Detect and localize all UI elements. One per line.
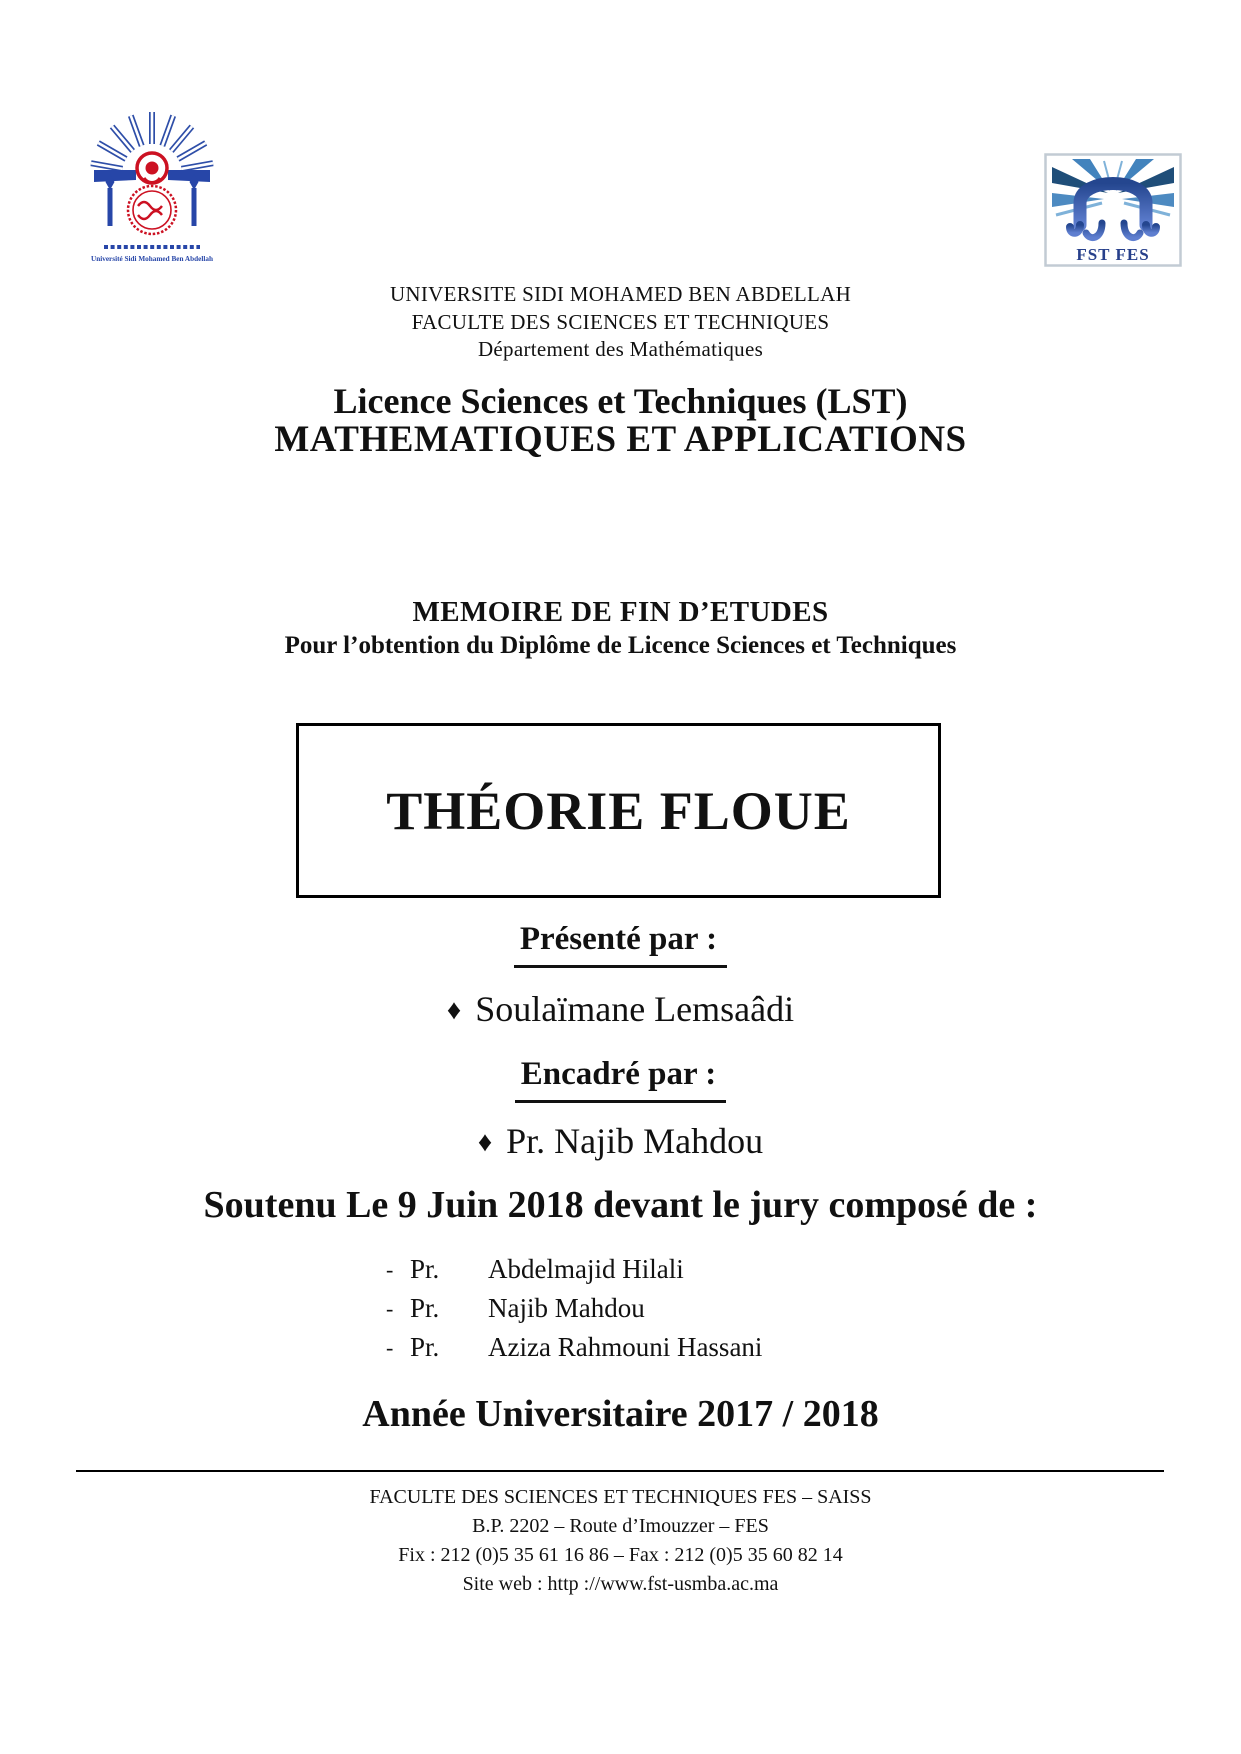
department-name: Département des Mathématiques — [477, 337, 764, 361]
jury-row — [386, 1250, 762, 1289]
footer-website-line: Site web : http ://www.fst-usmba.ac.ma — [462, 1573, 779, 1595]
jury-list — [386, 1250, 762, 1367]
fst-fes-logo-graphic — [1044, 153, 1182, 267]
jury-row — [386, 1328, 762, 1367]
program-title: Licence Sciences et Techniques (LST) — [333, 381, 908, 421]
footer-address-line: B.P. 2202 – Route d’Imouzzer – FES — [472, 1515, 769, 1537]
diamond-bullet-icon: ♦ — [446, 995, 462, 1026]
usmba-logo — [86, 98, 218, 270]
footer-faculty-line: FACULTE DES SCIENCES ET TECHNIQUES FES – SAISS — [369, 1486, 872, 1508]
jury-member-name: Abdelmajid Hilali — [488, 1254, 684, 1284]
thesis-title: THÉORIE FLOUE — [386, 780, 851, 841]
jury-member-title: Pr. — [410, 1293, 440, 1323]
thesis-title-box — [296, 723, 941, 898]
jury-dash: - — [386, 1335, 394, 1360]
supervisor-name: Pr. Najib Mahdou — [506, 1121, 764, 1161]
supervised-by-heading: Encadré par : — [515, 1056, 727, 1103]
jury-row — [386, 1289, 762, 1328]
presented-by-line — [0, 988, 1241, 1030]
diamond-bullet-icon: ♦ — [477, 1127, 493, 1158]
presented-by-section — [0, 921, 1241, 968]
jury-dash: - — [386, 1296, 394, 1321]
footer — [0, 1483, 1241, 1599]
program-subtitle: MATHEMATIQUES ET APPLICATIONS — [274, 419, 967, 460]
university-name: UNIVERSITE SIDI MOHAMED BEN ABDELLAH — [389, 282, 852, 306]
faculty-name: FACULTE DES SCIENCES ET TECHNIQUES — [411, 309, 830, 334]
institution-header — [0, 281, 1241, 364]
defense-heading: Soutenu Le 9 Juin 2018 devant le jury composé de : — [203, 1184, 1038, 1226]
fst-fes-logo — [1044, 153, 1182, 267]
jury-member-title: Pr. — [410, 1332, 440, 1362]
memoire-subtitle: Pour l’obtention du Diplôme de Licence Sciences et Techniques — [284, 632, 957, 659]
footer-phone-line: Fix : 212 (0)5 35 61 16 86 – Fax : 212 (0)5 35 60 82 14 — [398, 1544, 843, 1566]
jury-member-name: Aziza Rahmouni Hassani — [488, 1332, 763, 1362]
fst-fes-logo-label: FST FES — [1076, 245, 1150, 264]
academic-year: Année Universitaire 2017 / 2018 — [362, 1393, 879, 1435]
footer-rule — [76, 1470, 1164, 1472]
presented-by-heading: Présenté par : — [514, 921, 727, 968]
memoire-title: MEMOIRE DE FIN D’ETUDES — [412, 596, 829, 628]
usmba-logo-caption: Université Sidi Mohamed Ben Abdellah — [91, 255, 214, 263]
author-name: Soulaïmane Lemsaâdi — [475, 989, 795, 1029]
supervised-by-section — [0, 1056, 1241, 1103]
jury-member-name: Najib Mahdou — [488, 1293, 645, 1323]
usmba-logo-graphic — [86, 98, 218, 270]
supervised-by-line — [0, 1120, 1241, 1162]
jury-member-title: Pr. — [410, 1254, 440, 1284]
jury-dash: - — [386, 1257, 394, 1282]
